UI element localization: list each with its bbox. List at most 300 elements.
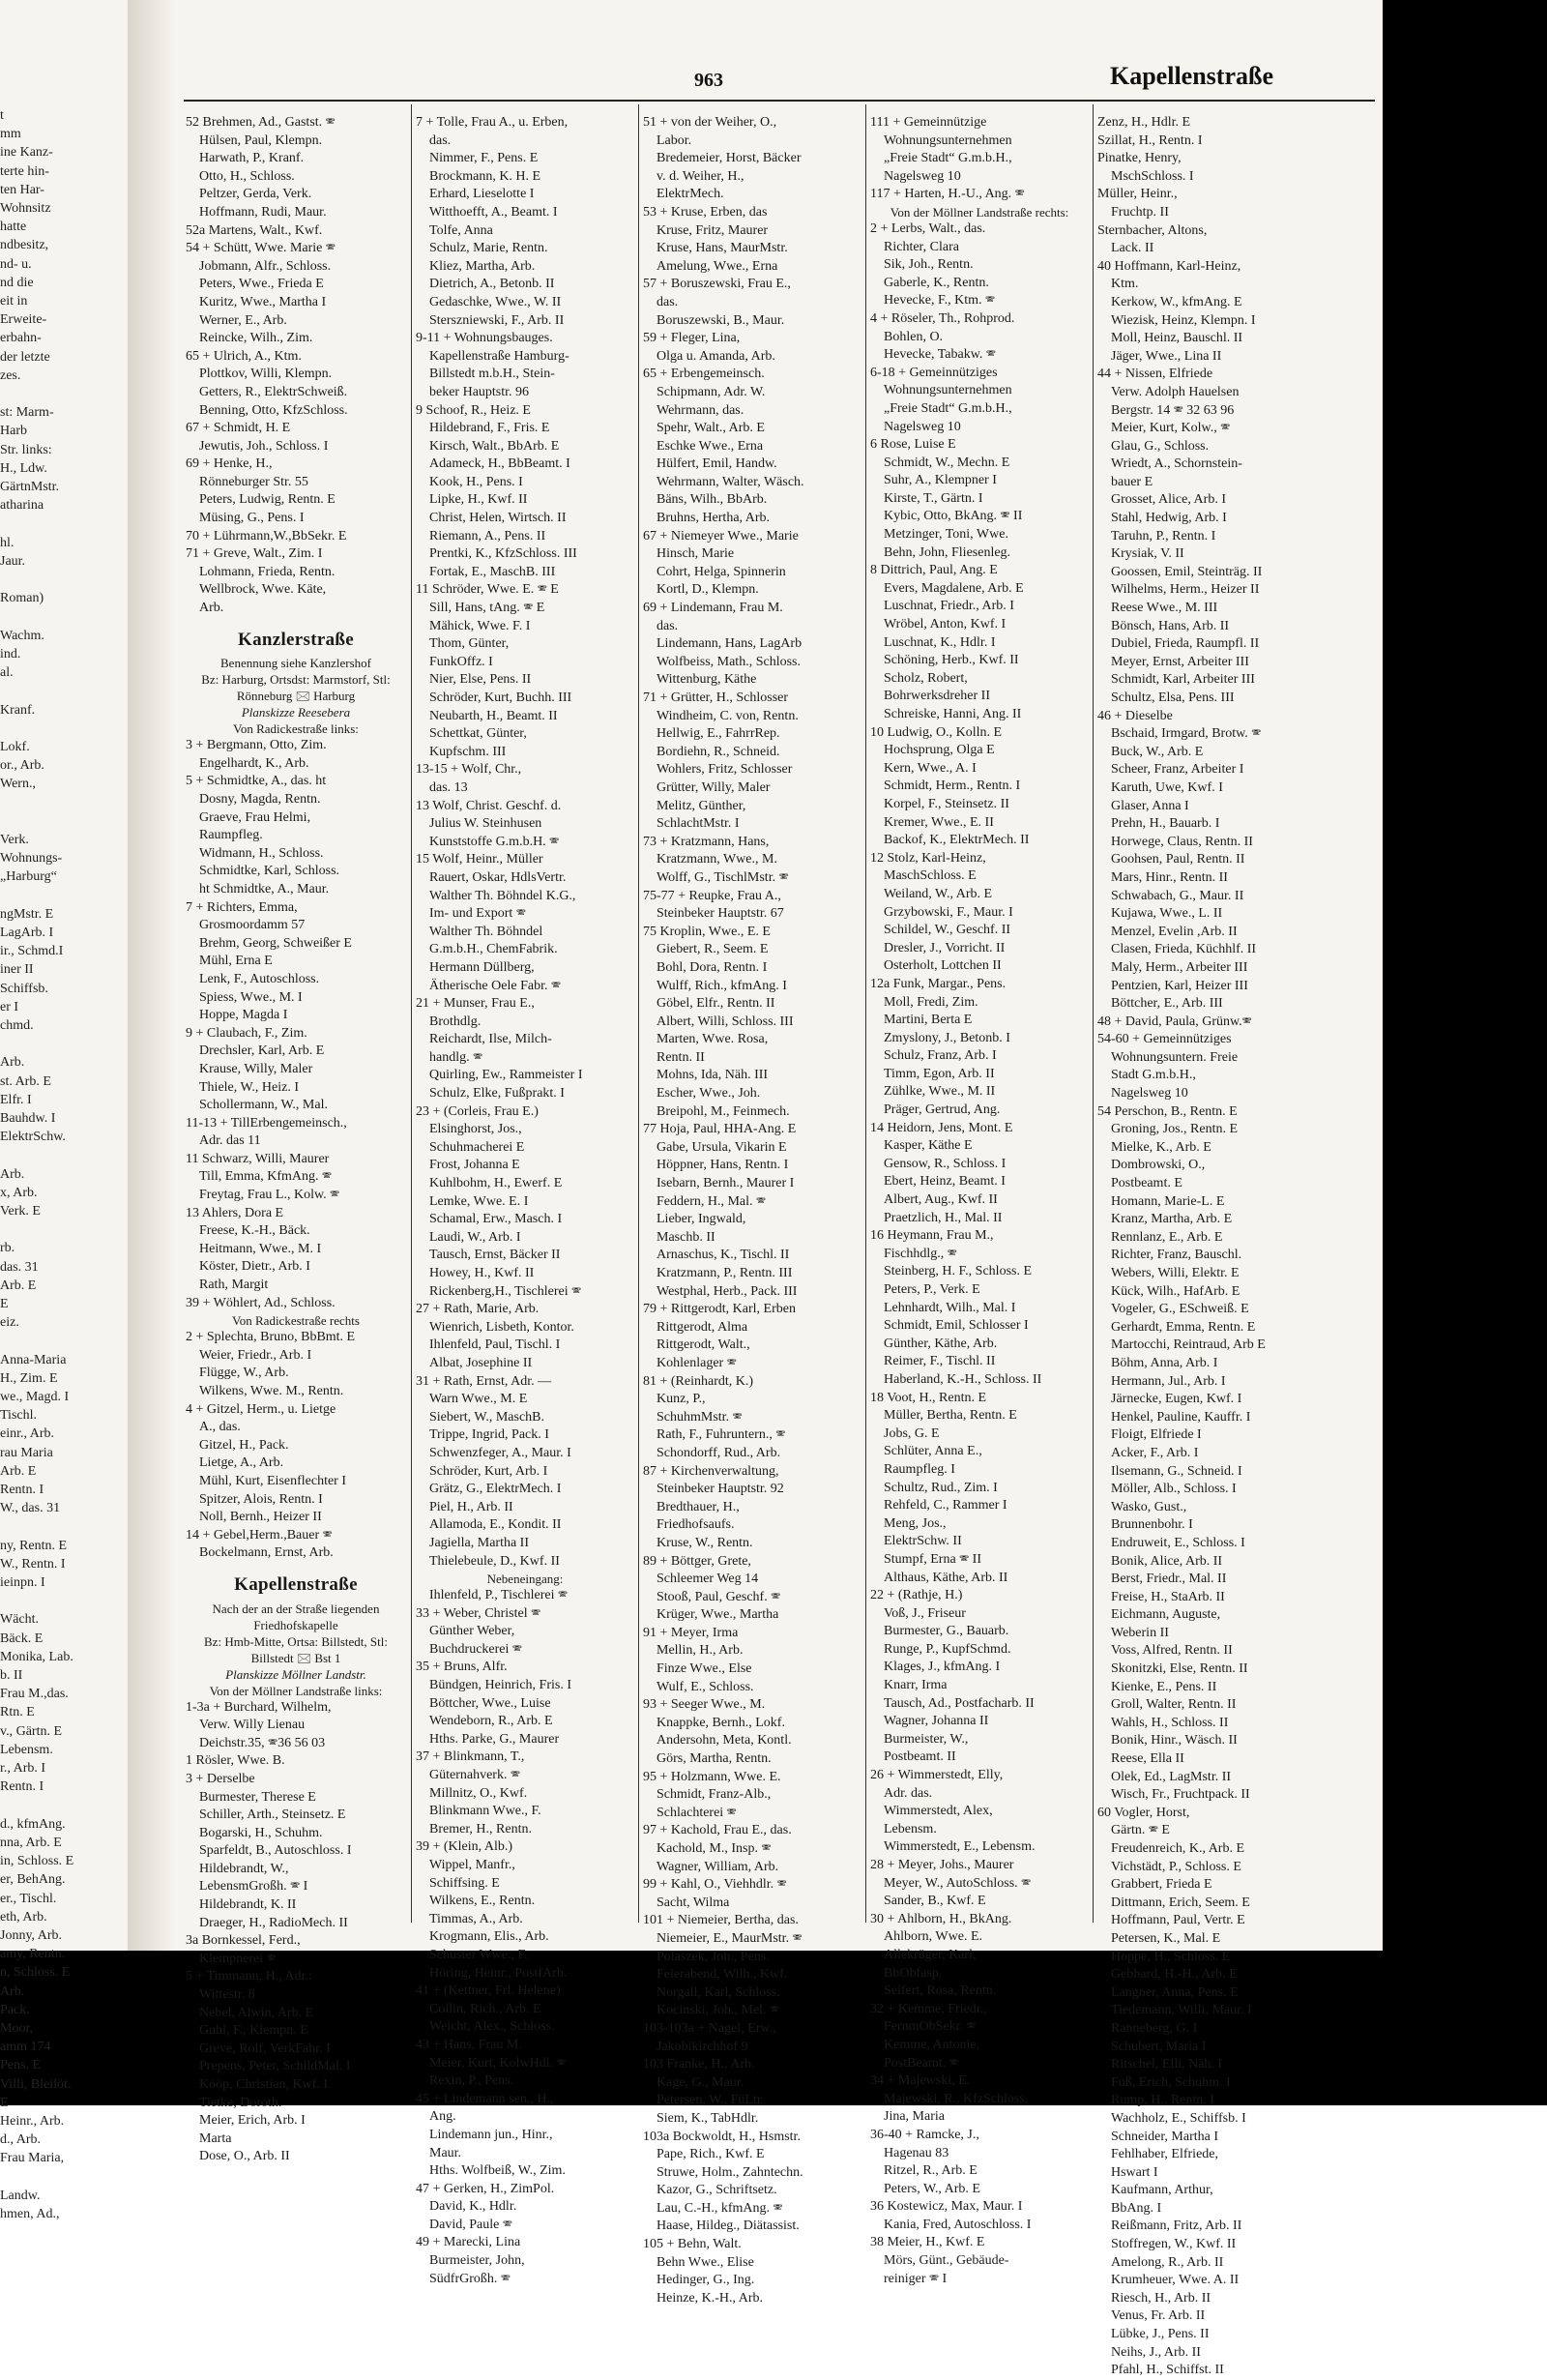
- sliver-line: or., Arb.: [0, 758, 44, 774]
- resident-entry: Amelong, R., Arb. II: [1111, 2254, 1224, 2270]
- resident-entry: Friedhofsaufs.: [657, 1517, 735, 1533]
- resident-entry: Haase, Hildeg., Diätassist.: [657, 2218, 800, 2234]
- house-entry: 13-15 + Wolf, Chr.,: [416, 762, 522, 778]
- resident-entry: Boruszewski, B., Maur.: [657, 312, 785, 328]
- house-entry: 38 Meier, H., Kwf. E: [870, 2235, 985, 2250]
- resident-entry: Maur.: [429, 2145, 462, 2160]
- resident-entry: Schildel, W., Geschf. II: [884, 923, 1011, 938]
- resident-entry: Neubarth, H., Beamt. II: [429, 708, 558, 723]
- resident-entry: Kaufmann, Arthur,: [1111, 2183, 1213, 2198]
- resident-entry: Christ, Helen, Wirtsch. II: [429, 511, 567, 526]
- resident-entry: Krysiak, V. II: [1111, 546, 1184, 562]
- resident-entry: Tausch, Ad., Postfacharb. II: [884, 1695, 1035, 1711]
- resident-entry: Kruse, W., Rentn.: [657, 1535, 753, 1550]
- resident-entry: Wagner, William, Arb.: [657, 1859, 779, 1874]
- resident-entry: Prentki, K., KfzSchloss. III: [429, 546, 577, 562]
- house-entry: 71 + Greve, Walt., Zim. I: [186, 546, 323, 562]
- resident-entry: Metzinger, Toni, Wwe.: [884, 527, 1008, 543]
- sliver-line: einr., Arb.: [0, 1426, 54, 1442]
- resident-entry: Behn Wwe., Elise: [657, 2254, 754, 2270]
- resident-entry: beker Hauptstr. 96: [429, 384, 530, 399]
- resident-entry: Bündgen, Heinrich, Fris. I: [429, 1678, 571, 1693]
- sliver-line: chmd.: [0, 1017, 34, 1033]
- resident-entry: Kück, Wilh., HafArb. E: [1111, 1283, 1241, 1299]
- sliver-line: we., Magd. I: [0, 1390, 70, 1405]
- sliver-line: Arb. E: [0, 1278, 37, 1293]
- resident-entry: SüdfrGroßh. 🕾: [429, 2271, 511, 2286]
- sliver-line: Moor,: [0, 2020, 34, 2036]
- sliver-line: Lokf.: [0, 739, 30, 754]
- sliver-line: Wohnsitz: [0, 201, 51, 217]
- house-entry: 37 + Blinkmann, T.,: [416, 1749, 525, 1765]
- resident-entry: Schröder, Kurt, Arb. I: [429, 1463, 548, 1479]
- sliver-line: Harb: [0, 424, 27, 439]
- resident-entry: Hildebrandt, K. II: [199, 1897, 297, 1913]
- sliver-line: Verk.: [0, 832, 29, 847]
- resident-entry: Bremer, H., Rentn.: [429, 1821, 532, 1836]
- resident-entry: „Freie Stadt“ G.m.b.H.,: [884, 400, 1012, 416]
- sliver-line: Landw.: [0, 2188, 41, 2203]
- sliver-line: Kranf.: [0, 702, 36, 718]
- resident-entry: Frost, Johanna E: [429, 1158, 520, 1173]
- resident-entry: Hildebrandt, W.,: [199, 1861, 289, 1876]
- resident-entry: Postbeamt. E: [1111, 1176, 1182, 1191]
- resident-entry: Böhm, Anna, Arb. I: [1111, 1355, 1218, 1370]
- resident-entry: Günther, Käthe, Arb.: [884, 1336, 998, 1351]
- resident-entry: Marta: [199, 2130, 232, 2146]
- house-entry: 8 Dittrich, Paul, Ang. E: [870, 563, 998, 578]
- resident-entry: Im- und Export 🕾: [429, 906, 526, 922]
- house-entry: 79 + Rittgerodt, Karl, Erben: [643, 1302, 796, 1317]
- resident-entry: Walther Th. Böhndel: [429, 924, 543, 939]
- resident-entry: Wilkens, E., Rentn.: [429, 1894, 536, 1909]
- resident-entry: Norgall, Karl, Schloss.: [657, 1984, 780, 2000]
- street-note: Von Radickestraße rechts: [232, 1313, 360, 1329]
- resident-entry: Mars, Hinr., Rentn. II: [1111, 869, 1228, 885]
- resident-entry: Freese, K.-H., Bäck.: [199, 1223, 310, 1239]
- resident-entry: Piel, H., Arb. II: [429, 1499, 513, 1514]
- resident-entry: Wulff, Rich., kfmAng. I: [657, 978, 787, 993]
- resident-entry: Prehn, H., Bauarb. I: [1111, 816, 1220, 832]
- resident-entry: Eschke Wwe., Erna: [657, 438, 764, 454]
- resident-entry: Wriedt, A., Schornstein-: [1111, 456, 1242, 472]
- resident-entry: Riesch, H., Arb. II: [1111, 2290, 1211, 2306]
- resident-entry: Schmidt, Karl, Arbeiter III: [1111, 672, 1255, 688]
- resident-entry: Blinkmann Wwe., F.: [429, 1804, 541, 1819]
- house-entry: 71 + Grütter, H., Schlosser: [643, 690, 789, 705]
- street-heading: Kanzlerstraße: [238, 629, 354, 650]
- resident-entry: PostBeamt. 🕾: [884, 2055, 959, 2071]
- house-entry: 54 Perschon, B., Rentn. E: [1097, 1103, 1238, 1119]
- resident-entry: Brothdlg.: [429, 1014, 482, 1029]
- street-note: Planskizze Möllner Landstr.: [225, 1666, 366, 1682]
- resident-entry: Harwath, P., Kranf.: [199, 151, 305, 166]
- resident-entry: Wienrich, Lisbeth, Kontor.: [429, 1319, 574, 1335]
- resident-entry: Martocchi, Reintraud, Arb E: [1111, 1337, 1266, 1353]
- resident-entry: Brunnenbohr. I: [1111, 1517, 1193, 1533]
- resident-entry: Pentzien, Karl, Heizer III: [1111, 978, 1248, 993]
- street-note: Planskizze Reesebera: [241, 705, 351, 720]
- resident-entry: Bordiehn, R., Schneid.: [657, 744, 780, 759]
- sliver-line: Schiffsb.: [0, 981, 48, 996]
- resident-entry: Thom, Günter,: [429, 636, 510, 652]
- sliver-line: [0, 385, 124, 403]
- resident-entry: Ritzel, R., Arb. E: [884, 2163, 978, 2179]
- resident-entry: Luschnat, Friedr., Arb. I: [884, 599, 1014, 614]
- resident-entry: Wulf, E., Schloss.: [657, 1679, 754, 1694]
- sliver-line: [0, 682, 124, 700]
- house-entry: 91 + Meyer, Irma: [643, 1625, 739, 1640]
- resident-entry: Grosmoordamm 57: [199, 918, 306, 933]
- resident-entry: Nagelsweg 10: [884, 168, 961, 184]
- sliver-line: Arb.: [0, 1983, 25, 1999]
- resident-entry: Arnaschus, K., Tischl. II: [657, 1248, 790, 1263]
- sliver-line: Jonny, Arb.: [0, 1927, 63, 1943]
- resident-entry: Wimmerstedt, E., Lebensm.: [884, 1839, 1036, 1855]
- resident-entry: Erhard, Lieselotte I: [429, 187, 535, 202]
- resident-entry: Backof, K., ElektrMech. II: [884, 833, 1030, 848]
- resident-entry: Bruhns, Hertha, Arb.: [657, 511, 771, 526]
- sliver-line: atharina: [0, 498, 44, 514]
- house-entry: 39 + Wöhlert, Ad., Schloss.: [186, 1295, 336, 1310]
- resident-entry: Draeger, H., RadioMech. II: [199, 1915, 348, 1930]
- resident-entry: Deichstr.35, 🕾36 56 03: [199, 1735, 326, 1750]
- resident-entry: Hermann Düllberg,: [429, 959, 535, 975]
- resident-entry: Wehrmann, das.: [657, 402, 744, 418]
- resident-entry: MschSchloss. I: [1111, 168, 1194, 184]
- street-note: Bz: Harburg, Ortsdst: Marmstorf, Stl: Rönneburg 🖂 Harburg: [201, 672, 391, 704]
- resident-entry: ElektrMech.: [657, 187, 724, 202]
- resident-entry: Kupfschm. III: [429, 744, 507, 759]
- resident-entry: Hochsprung, Olga E: [884, 743, 995, 758]
- resident-entry: Schulz, Franz, Arb. I: [884, 1048, 997, 1064]
- sliver-line: Monika, Lab.: [0, 1649, 73, 1664]
- resident-entry: Wohnungsunternehmen: [884, 132, 1012, 148]
- resident-entry: Guhl, F., Klempn. E: [199, 2023, 308, 2039]
- resident-entry: Hoffmann, Rudi, Maur.: [199, 204, 327, 220]
- resident-entry: Hoppe, Magda I: [199, 1008, 288, 1023]
- street-note: Nach der an der Straße liegenden Friedhofskapelle: [212, 1601, 380, 1632]
- sliver-line: rb.: [0, 1241, 15, 1256]
- house-entry: 3a Bornkessel, Ferd.,: [186, 1933, 301, 1949]
- resident-entry: Kuritz, Wwe., Martha I: [199, 294, 327, 309]
- resident-entry: Warn Wwe., M. E: [429, 1392, 528, 1407]
- resident-entry: Allekrüger, Karl,: [884, 1947, 977, 1962]
- resident-entry: Schuhmacherei E: [429, 1139, 525, 1155]
- resident-entry: Burmester, G., Bauarb.: [884, 1624, 1009, 1639]
- sliver-line: eit in: [0, 294, 28, 309]
- resident-entry: Kratzmann, Wwe., M.: [657, 852, 777, 867]
- sliver-line: ny, Rentn. E: [0, 1538, 68, 1553]
- house-entry: 13 Ahlers, Dora E: [186, 1205, 284, 1220]
- resident-entry: Kachold, M., Insp. 🕾: [657, 1841, 772, 1856]
- resident-entry: Bonik, Alice, Arb. II: [1111, 1553, 1223, 1569]
- house-entry: 65 + Ulrich, A., Ktm.: [186, 348, 302, 364]
- house-entry: 7 + Richters, Emma,: [186, 899, 298, 915]
- house-entry: 30 + Ahlborn, H., BkAng.: [870, 1911, 1012, 1926]
- resident-entry: Albert, Aug., Kwf. II: [884, 1192, 998, 1208]
- resident-entry: Kuhlbohm, H., Ewerf. E: [429, 1176, 563, 1191]
- resident-entry: Kern, Wwe., A. I: [884, 760, 977, 776]
- resident-entry: Weier, Friedr., Arb. I: [199, 1347, 312, 1363]
- resident-entry: Noll, Bernh., Heizer II: [199, 1510, 322, 1525]
- resident-entry: Engelhardt, K., Arb.: [199, 755, 309, 771]
- resident-entry: Höppner, Hans, Rentn. I: [657, 1158, 789, 1173]
- resident-entry: Otto, H., Schloss.: [199, 168, 295, 184]
- resident-entry: Reißmann, Fritz, Arb. II: [1111, 2218, 1242, 2234]
- resident-entry: Prepens, Peter, SchildMal. I: [199, 2059, 351, 2074]
- resident-entry: Wellbrock, Wwe. Käte,: [199, 582, 327, 598]
- resident-entry: Timmas, A., Arb.: [429, 1911, 523, 1926]
- house-entry: 14 Heidorn, Jens, Mont. E: [870, 1120, 1013, 1135]
- directory-column-3: [643, 114, 861, 2306]
- resident-entry: Peters, P., Verk. E: [884, 1282, 980, 1297]
- house-entry: 11 Schwarz, Willi, Maurer: [186, 1151, 330, 1166]
- house-entry: 103-103a + Nagel, Erw.,: [643, 2020, 776, 2036]
- house-entry: 5 + Timmann, H., Adr.:: [186, 1969, 312, 1984]
- resident-entry: Buchdruckerei 🕾: [429, 1641, 522, 1657]
- resident-entry: Gabe, Ursula, Vikarin E: [657, 1139, 787, 1155]
- resident-entry: Labor.: [657, 132, 692, 148]
- house-entry: 32 + Kemme, Friedr.,: [870, 2001, 987, 2016]
- resident-entry: Giebert, R., Seem. E: [657, 942, 769, 957]
- resident-entry: Haberland, K.-H., Schloss. II: [884, 1371, 1042, 1387]
- sliver-line: er I: [0, 999, 19, 1014]
- resident-entry: Meier, Erich, Arb. I: [199, 2113, 306, 2129]
- resident-entry: Fortak, E., MaschB. III: [429, 564, 556, 579]
- resident-entry: Wilhelms, Herm., Heizer II: [1111, 582, 1260, 598]
- sliver-line: amy, Rentn.: [0, 1947, 66, 1962]
- resident-entry: Gärtn. 🕾 E: [1111, 1823, 1170, 1838]
- resident-entry: Adr. das 11: [199, 1133, 261, 1149]
- sliver-line: Roman): [0, 591, 44, 606]
- resident-entry: Witthoefft, A., Beamt. I: [429, 204, 558, 220]
- resident-entry: Groll, Walter, Rentn. II: [1111, 1697, 1237, 1713]
- resident-entry: Feddern, H., Mal. 🕾: [657, 1193, 767, 1209]
- resident-entry: Moll, Heinz, Bauschl. II: [1111, 331, 1243, 346]
- resident-entry: Breipohl, M., Feinmech.: [657, 1103, 790, 1119]
- resident-entry: Schöning, Herb., Kwf. II: [884, 653, 1019, 668]
- resident-entry: Suhr, A., Klempner I: [884, 473, 997, 488]
- house-entry: 28 + Meyer, Johs., Maurer: [870, 1858, 1014, 1872]
- sliver-line: n, Schloss. E: [0, 1965, 71, 1981]
- resident-entry: Meier, Kurt, Kolw., 🕾: [1111, 421, 1231, 436]
- resident-entry: Polaszek, Joh., Pens.: [657, 1949, 770, 1964]
- resident-entry: Kruse, Hans, MaurMstr.: [657, 241, 788, 256]
- resident-entry: Tiedemann, Willi, Maur. I: [1111, 2003, 1252, 2018]
- resident-entry: Bohl, Dora, Rentn. I: [657, 959, 768, 975]
- house-entry: 13 Wolf, Christ. Geschf. d.: [416, 798, 562, 813]
- house-entry: 4 + Röseler, Th., Rohprod.: [870, 310, 1015, 326]
- resident-entry: Vichstädt, P., Schloss. E: [1111, 1859, 1241, 1874]
- house-entry: 10 Ludwig, O., Kolln. E: [870, 724, 1003, 740]
- resident-entry: Stadt G.m.b.H.,: [1111, 1068, 1196, 1083]
- resident-entry: Hellwig, E., FahrrRep.: [657, 726, 780, 742]
- resident-entry: Luschnat, K., Hdlr. I: [884, 634, 996, 650]
- resident-entry: Rentn. II: [657, 1049, 705, 1065]
- resident-entry: Moll, Fredi, Zim.: [884, 994, 978, 1010]
- house-entry: 12a Funk, Margar., Pens.: [870, 976, 1007, 991]
- sliver-line: ind.: [0, 646, 21, 661]
- house-entry: 117 + Harten, H.-U., Ang. 🕾: [870, 187, 1025, 202]
- resident-entry: Schiffsing. E: [429, 1875, 500, 1891]
- resident-entry: Wohnungsunternehmen: [884, 383, 1012, 398]
- resident-entry: Sander, B., Kwf. E: [884, 1894, 986, 1909]
- resident-entry: Lindemann jun., Hinr.,: [429, 2127, 553, 2142]
- resident-entry: Raumpfleg.: [199, 828, 263, 843]
- resident-entry: Maly, Herm., Arbeiter III: [1111, 959, 1248, 975]
- resident-entry: Freytag, Frau L., Kolw. 🕾: [199, 1188, 340, 1203]
- sliver-line: Wern.,: [0, 777, 36, 792]
- house-entry: 9 + Claubach, F., Zim.: [186, 1025, 307, 1041]
- resident-entry: Niemeier, E., MaurMstr. 🕾: [657, 1930, 803, 1946]
- house-entry: 35 + Bruns, Alfr.: [416, 1660, 508, 1675]
- house-entry: 6-18 + Gemeinnütziges: [870, 365, 998, 380]
- resident-entry: Gerhardt, Emma, Rentn. E: [1111, 1319, 1256, 1335]
- resident-entry: Hagenau 83: [884, 2145, 949, 2160]
- sliver-line: eth, Arb.: [0, 1909, 47, 1925]
- resident-entry: Homann, Marie-L. E: [1111, 1193, 1225, 1209]
- resident-entry: Hevecke, Tabakw. 🕾: [884, 347, 996, 363]
- sliver-line: er., Tischl.: [0, 1891, 57, 1906]
- resident-entry: Zühlke, Wwe., M. II: [884, 1084, 996, 1100]
- resident-entry: Rennlanz, E., Arb. E: [1111, 1229, 1223, 1245]
- resident-entry: Fuß, Erich, Schuhm. I: [1111, 2074, 1231, 2090]
- resident-entry: Kremer, Wwe., E. II: [884, 814, 994, 830]
- resident-entry: Lehnhardt, Wilh., Mal. I: [884, 1300, 1016, 1315]
- sliver-line: [0, 812, 124, 831]
- resident-entry: Burmeister, W.,: [884, 1731, 969, 1747]
- house-entry: 77 Hoja, Paul, HHA-Ang. E: [643, 1122, 797, 1137]
- resident-entry: Schipmann, Adr. W.: [657, 384, 766, 399]
- resident-entry: Albat, Josephine II: [429, 1355, 533, 1370]
- resident-entry: Billstedt m.b.H., Stein-: [429, 367, 555, 382]
- resident-entry: Fischhdlg., 🕾: [884, 1246, 957, 1261]
- sliver-line: iner II: [0, 962, 34, 978]
- sliver-line: [0, 1220, 124, 1239]
- resident-entry: Weiland, W., Arb. E: [884, 886, 993, 901]
- resident-entry: Spehr, Walt., Arb. E: [657, 421, 765, 436]
- resident-entry: Runge, P., KupfSchmd.: [884, 1641, 1011, 1657]
- resident-entry: Tietke, Doroth.: [199, 2095, 282, 2110]
- resident-entry: Ebert, Heinz, Beamt. I: [884, 1174, 1006, 1190]
- resident-entry: Wagner, Johanna II: [884, 1714, 989, 1729]
- sliver-line: E: [0, 2095, 9, 2110]
- resident-entry: Behn, John, Fliesenleg.: [884, 544, 1011, 560]
- resident-entry: Järnecke, Eugen, Kwf. I: [1111, 1392, 1242, 1407]
- resident-entry: FernmObSekr. 🕾: [884, 2019, 977, 2035]
- sliver-line: Frau M.,das.: [0, 1687, 69, 1702]
- resident-entry: Reese, Ella II: [1111, 1751, 1184, 1767]
- sliver-line: Str. links:: [0, 442, 52, 457]
- resident-entry: Melitz, Günther,: [657, 798, 746, 813]
- house-entry: 5 + Schmidtke, A., das. ht: [186, 774, 327, 789]
- house-entry: 51 + von der Weiher, O.,: [643, 115, 777, 130]
- resident-entry: MaschSchloss. E: [884, 868, 977, 884]
- house-entry: 99 + Kahl, O., Viehhdlr. 🕾: [643, 1877, 787, 1893]
- sliver-line: Pack.: [0, 2002, 30, 2017]
- resident-entry: Dietrich, A., Betonb. II: [429, 277, 555, 292]
- resident-entry: Lindemann, Hans, LagArb: [657, 636, 803, 652]
- resident-entry: Brehm, Georg, Schweißer E: [199, 935, 352, 951]
- book-gutter: [128, 0, 174, 1951]
- house-entry: 48 + David, Paula, Grünw.🕾: [1097, 1014, 1252, 1029]
- house-entry: 36 Kostewicz, Max, Maur. I: [870, 2199, 1023, 2215]
- sliver-line: [0, 607, 124, 626]
- resident-entry: Gedaschke, Wwe., W. II: [429, 294, 562, 309]
- resident-entry: Andersohn, Meta, Kontl.: [657, 1733, 792, 1748]
- resident-entry: Lietge, A., Arb.: [199, 1455, 284, 1471]
- sliver-line: [0, 514, 124, 533]
- resident-entry: Schettkat, Günter,: [429, 726, 527, 742]
- resident-entry: Kemme, Antonie,: [884, 2037, 980, 2052]
- resident-entry: Schubert, Maria I: [1111, 2039, 1207, 2054]
- resident-entry: Freise, H., StaArb. II: [1111, 1589, 1225, 1604]
- resident-entry: Rauert, Oskar, HdlsVertr.: [429, 869, 567, 885]
- resident-entry: Dose, O., Arb. II: [199, 2149, 290, 2164]
- resident-entry: Schulz, Marie, Rentn.: [429, 241, 548, 256]
- sliver-line: b. II: [0, 1668, 23, 1684]
- house-entry: 3 + Bergmann, Otto, Zim.: [186, 738, 327, 753]
- resident-entry: Hülsen, Paul, Klempn.: [199, 132, 323, 148]
- resident-entry: das.: [429, 132, 452, 148]
- resident-entry: Böttcher, Wwe., Luise: [429, 1695, 551, 1711]
- sliver-line: LagArb. I: [0, 925, 54, 940]
- resident-entry: A., das.: [199, 1420, 241, 1435]
- resident-entry: Mähick, Wwe. F. I: [429, 618, 531, 633]
- resident-entry: Petersen, K., Mal. E: [1111, 1930, 1221, 1946]
- resident-entry: Lenk, F., Autoschloss.: [199, 971, 320, 986]
- house-entry: 21 + Munser, Frau E.,: [416, 996, 535, 1012]
- resident-entry: Seifert, Rosa, Rentn.: [884, 1983, 997, 1999]
- directory-column-4: [870, 114, 1089, 2286]
- house-entry: 105 + Behn, Walt.: [643, 2237, 742, 2252]
- resident-entry: Widmann, H., Schloss.: [199, 845, 324, 861]
- resident-entry: FunkOffz. I: [429, 654, 493, 669]
- resident-entry: Mellin, H., Arb.: [657, 1643, 744, 1659]
- resident-entry: Kienke, E., Pens. II: [1111, 1679, 1217, 1694]
- resident-entry: Voß, J., Friseur: [884, 1605, 966, 1621]
- house-entry: Zenz, H., Hdlr. E: [1097, 115, 1191, 130]
- resident-entry: Hevecke, F., Ktm. 🕾: [884, 293, 996, 309]
- resident-entry: Endruweit, E., Schloss. I: [1111, 1535, 1245, 1550]
- house-entry: 34 + Majewski, E.: [870, 2073, 971, 2089]
- resident-entry: Kage, G., Maur.: [657, 2074, 744, 2090]
- resident-entry: Windheim, C. von, Rentn.: [657, 708, 799, 723]
- house-entry: Szillat, H., Rentn. I: [1097, 132, 1203, 148]
- resident-entry: Riemann, A., Pens. II: [429, 528, 546, 544]
- sliver-line: [0, 2168, 124, 2187]
- house-entry: 67 + Schmidt, H. E: [186, 421, 291, 436]
- house-entry: 81 + (Reinhardt, K.): [643, 1373, 754, 1389]
- sliver-line: das. 31: [0, 1259, 39, 1275]
- resident-entry: Klempnerei 🕾: [199, 1951, 277, 1966]
- resident-entry: das.: [657, 294, 679, 309]
- resident-entry: Adr. das.: [884, 1785, 933, 1801]
- resident-entry: Reichardt, Ilse, Milch-: [429, 1032, 552, 1047]
- resident-entry: Berst, Friedr., Mal. II: [1111, 1572, 1227, 1587]
- resident-entry: handlg. 🕾: [429, 1049, 483, 1065]
- resident-entry: Peters, Wwe., Frieda E: [199, 277, 324, 292]
- resident-entry: Floigt, Elfriede I: [1111, 1427, 1202, 1443]
- resident-entry: Rath, F., Fuhruntern., 🕾: [657, 1427, 786, 1443]
- resident-entry: Trippe, Ingrid, Pack. I: [429, 1427, 549, 1443]
- resident-entry: Nimmer, F., Pens. E: [429, 151, 539, 166]
- house-entry: 14 + Gebel,Herm.,Bauer 🕾: [186, 1527, 333, 1543]
- sliver-line: Lebensm.: [0, 1742, 53, 1757]
- resident-entry: Stahl, Hedwig, Arb. I: [1111, 511, 1227, 526]
- resident-entry: reiniger 🕾 I: [884, 2271, 948, 2286]
